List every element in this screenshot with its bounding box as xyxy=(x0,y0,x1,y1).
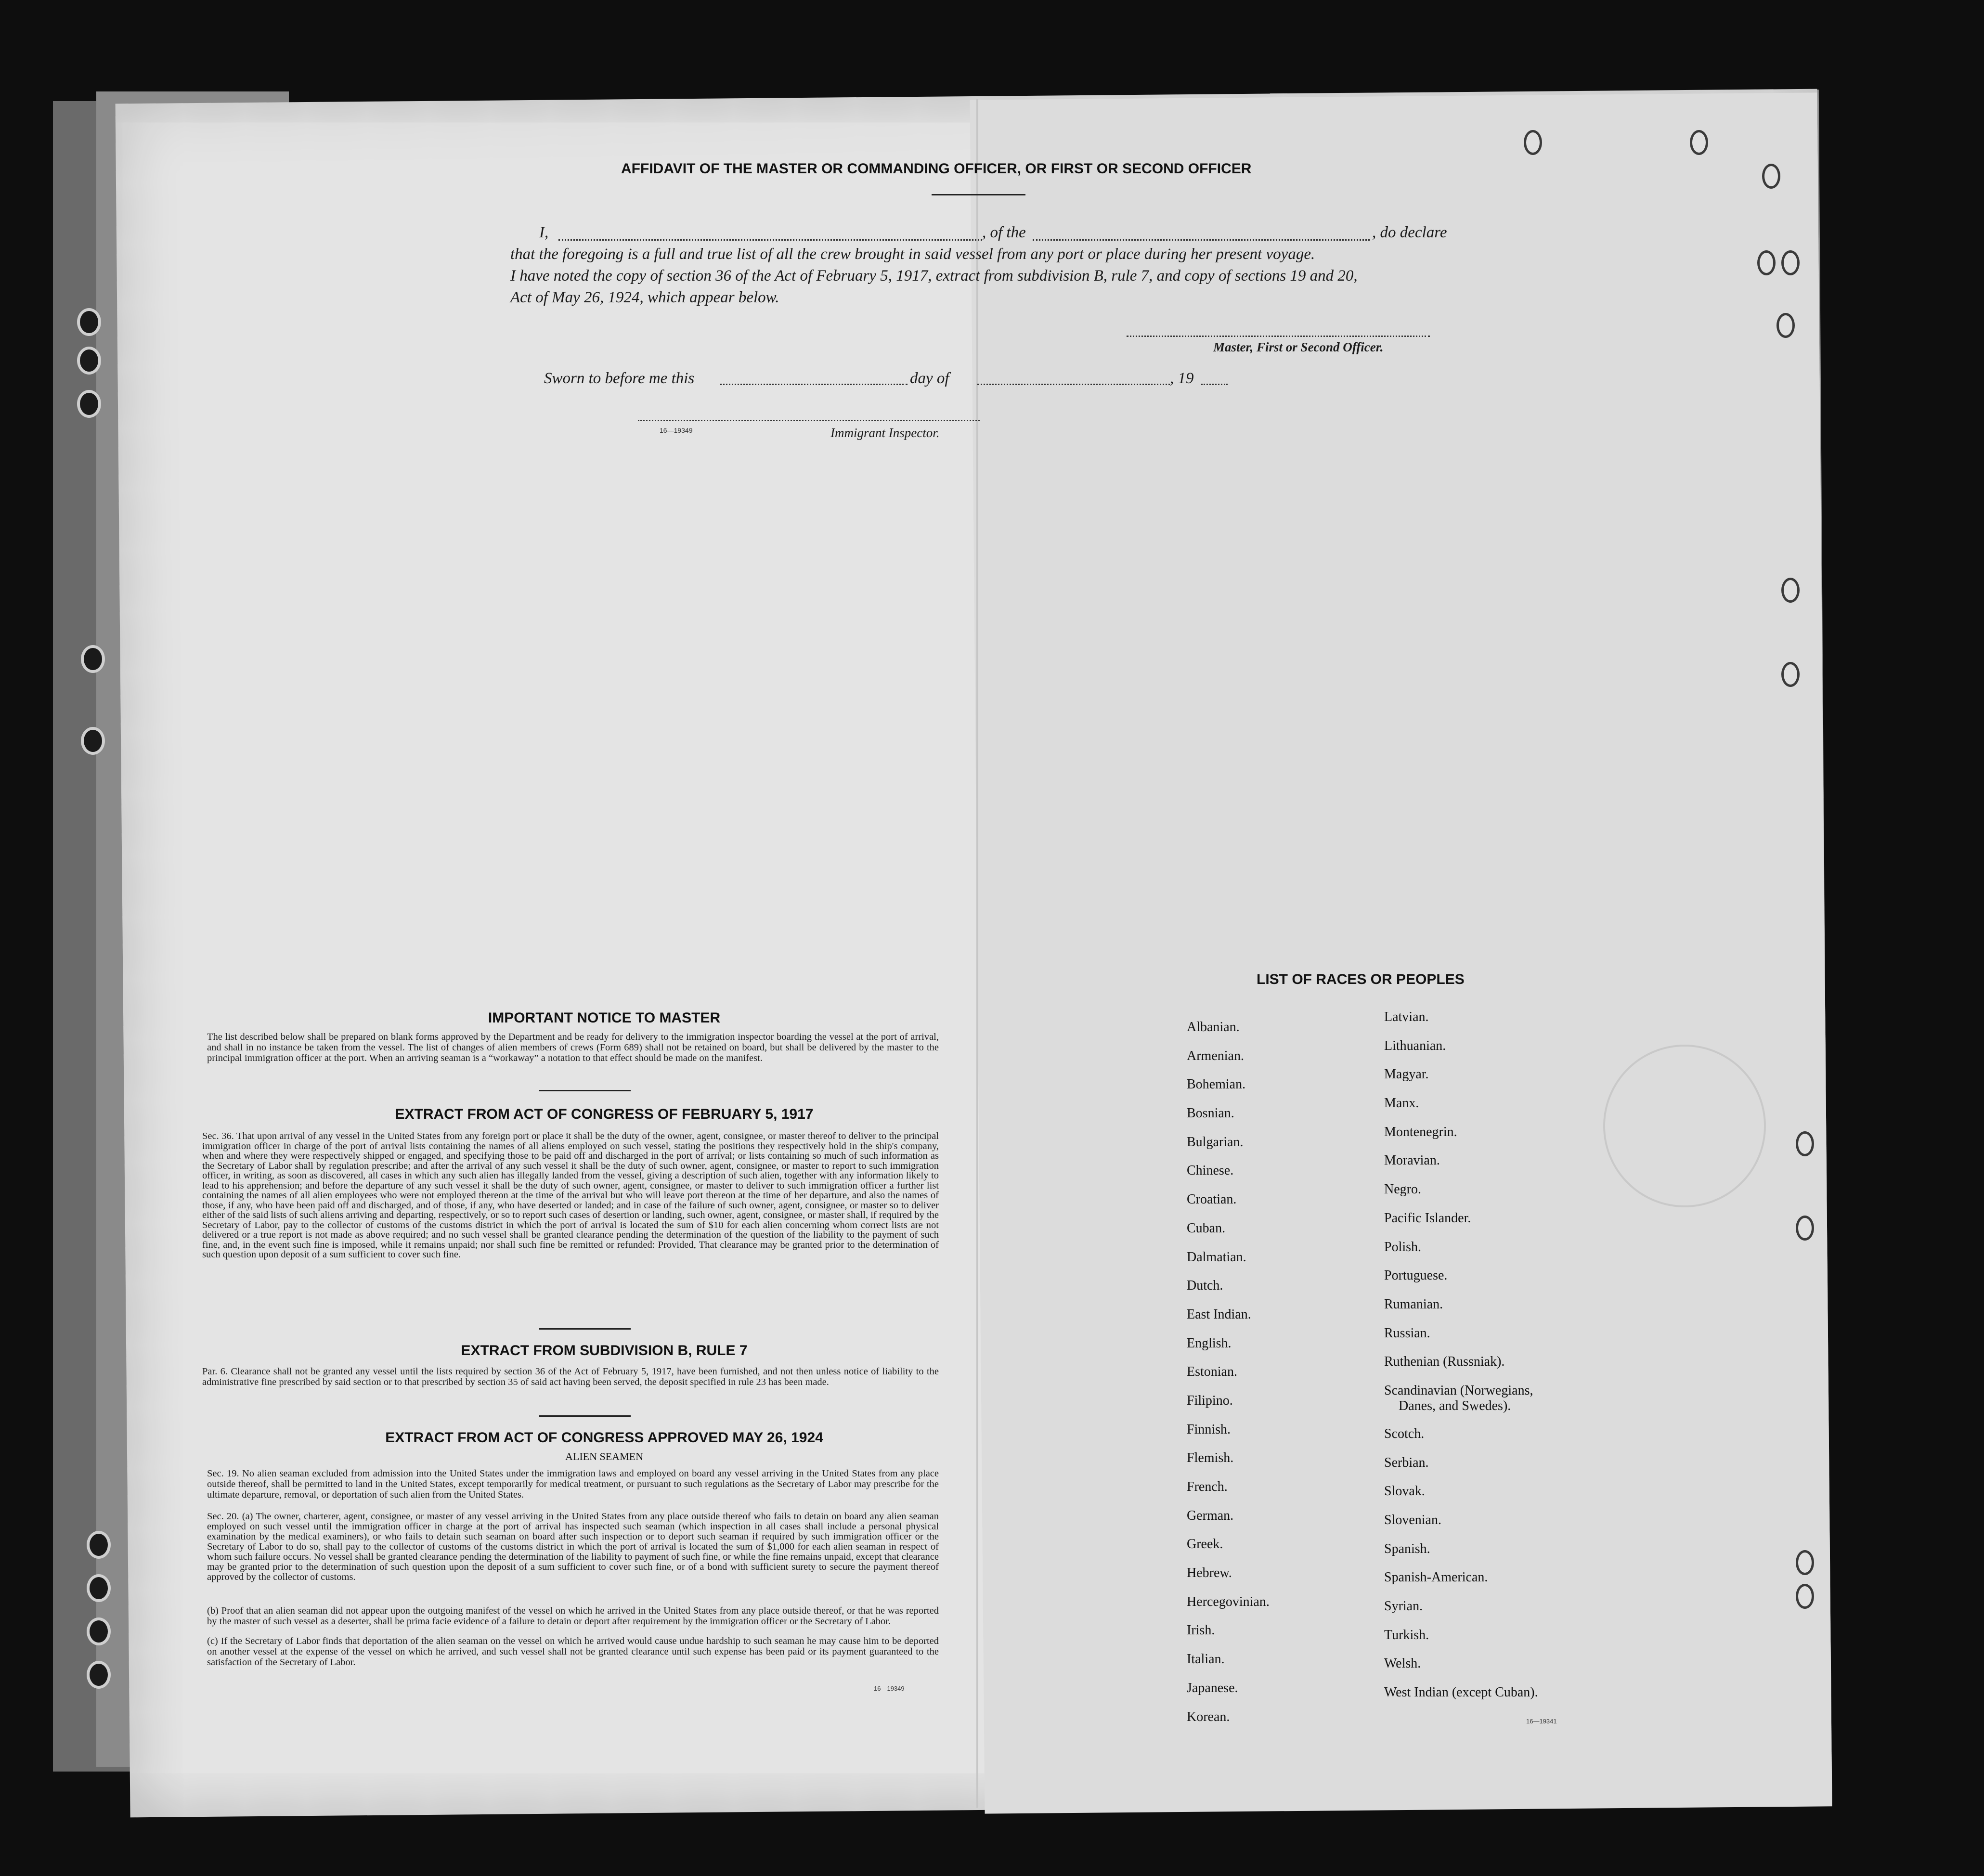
race-item: Bohemian. xyxy=(1187,1077,1246,1092)
races-right-column xyxy=(1384,1009,1673,1714)
page-fold xyxy=(976,99,978,1808)
race-item: Estonian. xyxy=(1187,1364,1237,1380)
vessel-blank xyxy=(1033,239,1370,241)
affidavit-line-2: that the foregoing is a full and true list of all the crew brought in said vessel from any port or place during her present voyage. xyxy=(510,246,1315,263)
sec20a-body: Sec. 20. (a) The owner, charterer, agent, consignee, or master of any vessel arriving in the United States from any place outside thereof who fails to detain on board any alien seaman employed on such vessel until the immigration officer in charge at the port of arrival has inspected such seaman (which inspection in all cases shall include a personal physical examination by the medical examiners), or who fails to detain such seaman on board after such inspection or to deport such seaman if required by such immigration officer or the Secretary of Labor to do so, shall pay to the collector of customs of the customs district in which the port of arrival is located the sum of $1,000 for each alien seaman in respect of whom such failure occurs. No vessel shall be granted clearance pending the determination of the liability to payment of such fine, or while the fine remains unpaid, except that clearance may be granted prior to the determination of such question upon the deposit of a sum sufficient to cover such fine, or of a bond with sufficient surety to secure the payment thereof approved by the collector of customs. xyxy=(207,1511,939,1582)
notice-title: IMPORTANT NOTICE TO MASTER xyxy=(488,1010,721,1026)
race-item: Italian. xyxy=(1187,1652,1225,1667)
sworn-day-of: day of xyxy=(910,370,949,387)
binding-hole xyxy=(87,1617,111,1645)
binding-hole xyxy=(81,727,105,755)
races-form-number: 16—19341 xyxy=(1526,1718,1557,1725)
race-item: Bosnian. xyxy=(1187,1106,1234,1121)
race-item: Scandinavian (Norwegians, xyxy=(1384,1383,1533,1398)
race-item: Danes, and Swedes). xyxy=(1399,1398,1511,1413)
race-item: Turkish. xyxy=(1384,1627,1429,1643)
race-item: Albanian. xyxy=(1187,1020,1240,1035)
race-item: Spanish. xyxy=(1384,1541,1430,1556)
affidavit-form-number: 16—19349 xyxy=(660,427,693,434)
punch-hole xyxy=(1781,250,1800,275)
binding-hole xyxy=(87,1531,111,1559)
race-item: French. xyxy=(1187,1479,1228,1494)
race-item: Hercegovinian. xyxy=(1187,1594,1270,1609)
sworn-day-blank xyxy=(720,384,908,385)
divider xyxy=(539,1415,631,1417)
race-item: Serbian. xyxy=(1384,1455,1429,1470)
sworn-year-blank xyxy=(1201,384,1228,385)
extract-1924-title: EXTRACT FROM ACT OF CONGRESS APPROVED MAY 26, 1924 xyxy=(385,1430,823,1446)
sworn-prefix: Sworn to before me this xyxy=(544,370,695,387)
affidavit-do-declare: , do declare xyxy=(1372,224,1447,241)
races-title: LIST OF RACES OR PEOPLES xyxy=(1257,971,1465,987)
race-item: Croatian. xyxy=(1187,1192,1237,1207)
extract-rule7-title: EXTRACT FROM SUBDIVISION B, RULE 7 xyxy=(461,1343,748,1358)
race-item: Portuguese. xyxy=(1384,1268,1448,1283)
race-item: Dalmatian. xyxy=(1187,1249,1246,1265)
race-item: Montenegrin. xyxy=(1384,1124,1457,1139)
binding-hole xyxy=(87,1574,111,1602)
affidavit-i: I, xyxy=(539,224,549,241)
affidavit-line-4: Act of May 26, 1924, which appear below. xyxy=(510,289,779,306)
alien-seamen-subtitle: ALIEN SEAMEN xyxy=(565,1450,643,1462)
race-item: Russian. xyxy=(1384,1325,1430,1341)
binding-hole xyxy=(87,1661,111,1689)
extract-form-number: 16—19349 xyxy=(874,1685,905,1692)
inspector-label: Immigrant Inspector. xyxy=(830,426,940,440)
race-item: Cuban. xyxy=(1187,1220,1226,1236)
notice-body: The list described below shall be prepared on blank forms approved by the Department and be ready for delivery to the immigration inspector boarding the vessel at the port of arrival, and shall in no instance be taken from the vessel. The list of changes of alien members of crews (Form 689) shall not be retained on board, but shall be delivered by the master to the principal immigration officer at the port. When an arriving seaman is a “workaway” a notation to that effect should be made on the manifest. xyxy=(207,1032,939,1063)
binding-hole xyxy=(77,390,101,418)
race-item: Dutch. xyxy=(1187,1278,1223,1294)
divider xyxy=(539,1328,631,1330)
race-item: Hebrew. xyxy=(1187,1565,1232,1581)
race-item: Lithuanian. xyxy=(1384,1038,1446,1053)
punch-hole xyxy=(1524,130,1542,155)
race-item: Pacific Islander. xyxy=(1384,1210,1471,1226)
race-item: Japanese. xyxy=(1187,1680,1238,1695)
race-item: Chinese. xyxy=(1187,1163,1234,1178)
punch-hole xyxy=(1777,313,1795,338)
sworn-month-blank xyxy=(977,384,1170,385)
punch-hole xyxy=(1781,578,1800,603)
race-item: Filipino. xyxy=(1187,1393,1233,1408)
race-item: Manx. xyxy=(1384,1096,1419,1111)
punch-hole xyxy=(1690,130,1708,155)
binding-hole xyxy=(77,347,101,375)
race-item: Greek. xyxy=(1187,1537,1223,1552)
punch-hole xyxy=(1796,1131,1814,1156)
race-item: Latvian. xyxy=(1384,1009,1429,1024)
divider xyxy=(539,1090,631,1091)
sworn-year: , 19 xyxy=(1170,370,1194,387)
punch-hole xyxy=(1762,164,1780,189)
name-blank xyxy=(558,239,982,241)
punch-hole xyxy=(1781,662,1800,687)
punch-hole xyxy=(1796,1216,1814,1241)
race-item: Welsh. xyxy=(1384,1656,1421,1671)
race-item: Spanish-American. xyxy=(1384,1570,1488,1585)
race-item: Slovak. xyxy=(1384,1484,1425,1499)
race-item: English. xyxy=(1187,1335,1232,1351)
binding-hole xyxy=(81,645,105,673)
race-item: Moravian. xyxy=(1384,1153,1440,1168)
extract-1917-body: Sec. 36. That upon arrival of any vessel in the United States from any foreign port or place it shall be the duty of the owner, agent, consignee, or master thereof to deliver to the principal immigration officer in charge of the port of arrival lists containing the names of all aliens employed on such vessel, stating the positions they respectively hold in the ship's company, when and where they were respectively shipped or engaged, and specifying those to be paid off and discharged in the port of arrival; or lists containing so much of such information as the Secretary of Labor shall by regulation prescribe; and after the arrival of any such vessel it shall be the duty of such owner, agent, consignee, or master to report to such immigration officer, in writing, as soon as discovered, all cases in which any such alien has illegally landed from the vessel, giving a description of such alien, together with any information likely to lead to his apprehension; and before the departure of any such vessel it shall be the duty of such owner, agent, consignee, or master to deliver to such immigration officer a further list containing the names of all alien employees who were not employed thereon at the time of the arrival but who will leave port thereon at the time of her departure, and also the names of those, if any, who have been paid off and discharged, and of those, if any, who have deserted or landed; and in case of the failure of such owner, agent, consignee, or master so to deliver either of the said lists of such aliens arriving and departing, respectively, or so to report such cases of desertion or landing, such owner, agent, consignee, or master shall, if required by the Secretary of Labor, pay to the collector of customs of the customs district in which the port of arrival is located the sum of $10 for each alien concerning whom correct lists are not delivered or a true report is not made as above required; and no such vessel shall be granted clearance pending the determination of the question of the liability to the payment of such fine, and, in the event such fine is imposed, while it remains unpaid; nor shall such fine be remitted or refunded: Provided, That clearance may be granted prior to the determination of such question upon deposit of a sum sufficient to cover such fine. xyxy=(202,1131,939,1260)
master-signature-label: Master, First or Second Officer. xyxy=(1213,340,1384,354)
race-item: Flemish. xyxy=(1187,1450,1234,1466)
race-item: Scotch. xyxy=(1384,1426,1425,1441)
race-item: Armenian. xyxy=(1187,1048,1244,1063)
race-item: Magyar. xyxy=(1384,1067,1429,1082)
affidavit-title: AFFIDAVIT OF THE MASTER OR COMMANDING OFFICER, OR FIRST OR SECOND OFFICER xyxy=(621,161,1252,177)
race-item: Finnish. xyxy=(1187,1422,1231,1437)
punch-hole xyxy=(1796,1550,1814,1575)
race-item: East Indian. xyxy=(1187,1307,1251,1322)
sec20c-body: (c) If the Secretary of Labor finds that deportation of the alien seaman on the vessel on which he arrived would cause undue hardship to such seaman he may cause him to be deported on another vessel at the expense of the vessel on which he arrived, and such vessel shall not be granted clearance until such expense has been paid or its payment guaranteed to the satisfaction of the Secretary of Labor. xyxy=(207,1636,939,1668)
race-item: Korean. xyxy=(1187,1709,1230,1724)
sec19-body: Sec. 19. No alien seaman excluded from admission into the United States under the immigration laws and employed on board any vessel arriving in the United States from any place outside thereof, shall be permitted to land in the United States, except temporarily for medical treatment, or pursuant to such regulations as the Secretary of Labor may prescribe for the ultimate departure, removal, or deportation of such alien from the United States. xyxy=(207,1468,939,1500)
race-item: Bulgarian. xyxy=(1187,1134,1244,1150)
extract-1917-title: EXTRACT FROM ACT OF CONGRESS OF FEBRUARY 5, 1917 xyxy=(395,1106,814,1122)
affidavit-line-3: I have noted the copy of section 36 of the Act of February 5, 1917, extract from subdivision B, rule 7, and copy of sections 19 and 20, xyxy=(510,267,1358,285)
punch-hole xyxy=(1796,1584,1814,1609)
divider xyxy=(932,194,1025,195)
punch-hole xyxy=(1757,250,1776,275)
race-item: Polish. xyxy=(1384,1239,1422,1255)
race-item: Syrian. xyxy=(1384,1599,1423,1614)
affidavit-of-the: , of the xyxy=(982,224,1026,241)
race-item: Negro. xyxy=(1384,1182,1421,1197)
inspector-signature-line xyxy=(638,420,980,421)
race-item: West Indian (except Cuban). xyxy=(1384,1685,1538,1700)
race-item: German. xyxy=(1187,1508,1234,1523)
race-item: Slovenian. xyxy=(1384,1513,1441,1527)
race-item: Irish. xyxy=(1187,1623,1215,1638)
extract-rule7-body: Par. 6. Clearance shall not be granted any vessel until the lists required by section 36 of the Act of February 5, 1917, have been furnished, and not then unless notice of liability to the administrative fine prescribed by said section or to that prescribed by section 35 of said act having been served, the deposit specified in rule 23 has been made. xyxy=(202,1366,939,1387)
binding-hole xyxy=(77,308,101,336)
race-item: Rumanian. xyxy=(1384,1296,1443,1312)
race-item: Ruthenian (Russniak). xyxy=(1384,1354,1505,1370)
sec20b-body: (b) Proof that an alien seaman did not appear upon the outgoing manifest of the vessel on which he arrived in the United States from any place outside thereof, or that he was reported by the master of such vessel as a deserter, shall be prima facie evidence of a failure to detain or deport after requirement by the immigration officer or the Secretary of Labor. xyxy=(207,1605,939,1627)
